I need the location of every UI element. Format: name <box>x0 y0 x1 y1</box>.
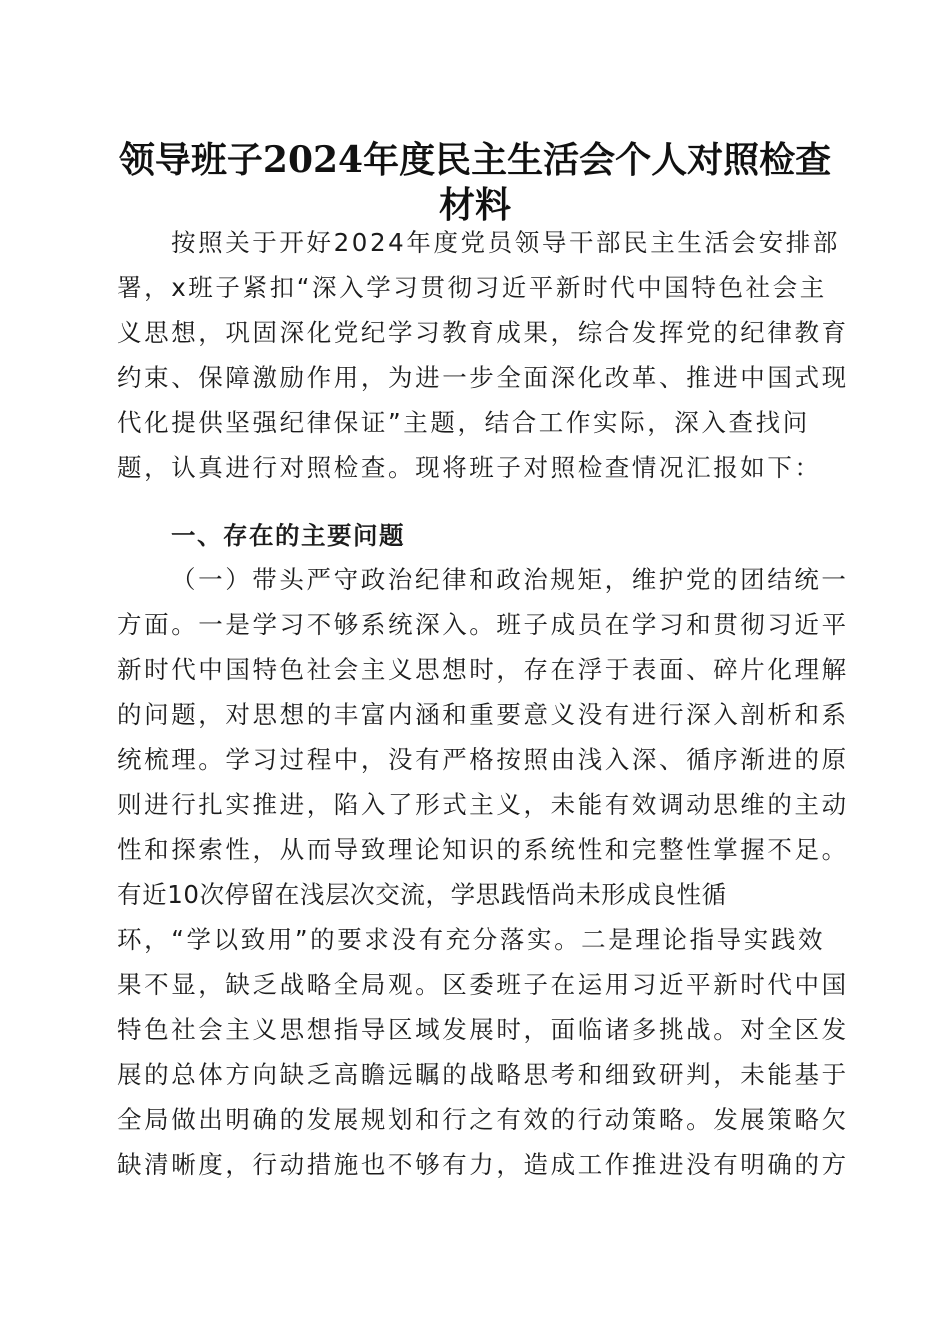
paragraph-line: 义思想，巩固深化党纪学习教育成果，综合发挥党的纪律教育 <box>117 318 849 347</box>
paragraph-line: 性和探索性，从而导致理论知识的系统性和完整性掌握不足。 <box>117 835 849 864</box>
paragraph-line: 则进行扎实推进，陷入了形式主义，未能有效调动思维的主动 <box>117 790 849 819</box>
paragraph-line: 统梳理。学习过程中，没有严格按照由浅入深、循序渐进的原 <box>117 745 849 774</box>
paragraph-line: 果不显，缺乏战略全局观。区委班子在运用习近平新时代中国 <box>117 970 849 999</box>
paragraph-line: 全局做出明确的发展规划和行之有效的行动策略。发展策略欠 <box>117 1105 849 1134</box>
paragraph-line: 代化提供坚强纪律保证”主题，结合工作实际，深入查找问 <box>117 408 810 437</box>
paragraph-line: 特色社会主义思想指导区域发展时，面临诸多挑战。对全区发 <box>117 1015 849 1044</box>
paragraph-line: 环，“学以致用”的要求没有充分落实。二是理论指导实践效 <box>117 925 826 954</box>
paragraph-line: 缺清晰度，行动措施也不够有力，造成工作推进没有明确的方 <box>117 1150 849 1179</box>
paragraph-line: 展的总体方向缺乏高瞻远瞩的战略思考和细致研判，未能基于 <box>117 1060 849 1089</box>
paragraph-line: 署，x班子紧扣“深入学习贯彻习近平新时代中国特色社会主 <box>117 273 827 302</box>
paragraph-line: 方面。一是学习不够系统深入。班子成员在学习和贯彻习近平 <box>117 610 849 639</box>
paragraph-line: 约束、保障激励作用，为进一步全面深化改革、推进中国式现 <box>117 363 849 392</box>
paragraph-line: 的问题，对思想的丰富内涵和重要意义没有进行深入剖析和系 <box>117 700 849 729</box>
paragraph-line: （一）带头严守政治纪律和政治规矩，维护党的团结统一 <box>171 565 849 594</box>
paragraph-line: 按照关于开好2024年度党员领导干部民主生活会安排部 <box>171 228 840 257</box>
paragraph-line: 题，认真进行对照检查。现将班子对照检查情况汇报如下： <box>117 453 822 482</box>
paragraph-line: 新时代中国特色社会主义思想时，存在浮于表面、碎片化理解 <box>117 655 849 684</box>
paragraph-line: 有近10次停留在浅层次交流，学思践悟尚未形成良性循 <box>117 880 727 909</box>
document-title: 领导班子2024年度民主生活会个人对照检查 <box>118 139 832 181</box>
document-title-continued: 材料 <box>438 184 511 226</box>
section-heading: 一、存在的主要问题 <box>171 521 405 550</box>
